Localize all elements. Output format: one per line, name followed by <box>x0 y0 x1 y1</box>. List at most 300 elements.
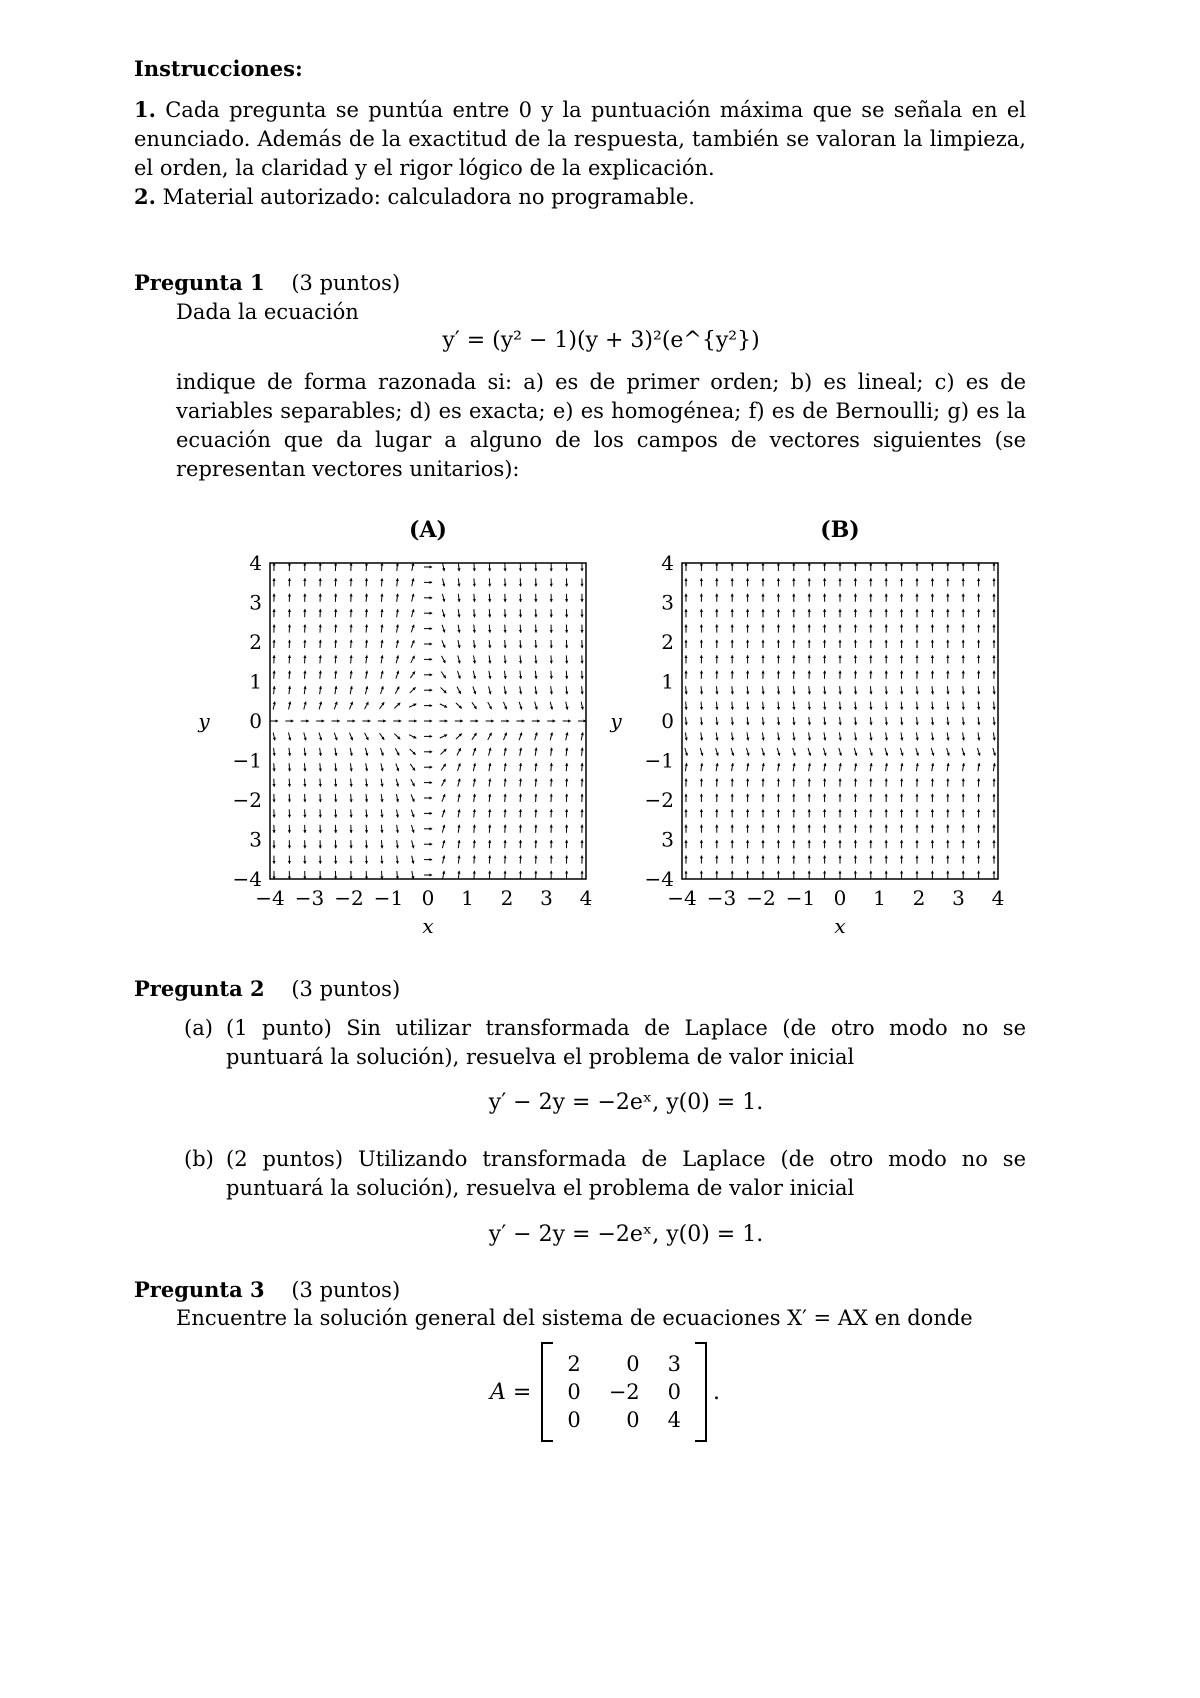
field-vector <box>732 732 733 740</box>
field-vector <box>395 748 399 755</box>
field-vector <box>763 686 764 694</box>
matrix-cell: 4 <box>667 1408 682 1432</box>
plot-b <box>609 551 1004 938</box>
field-vector <box>440 735 447 738</box>
field-vector <box>747 686 748 694</box>
field-vector <box>994 702 995 710</box>
question-1-body: indique de forma razonada si: a) es de primer orden; b) es lineal; c) es de variables separables; d) es exacta; e) es homogénea; f) es de Bernoulli; g) es la ecuación que da lugar a alguno de los campos de vectores siguientes (se representan vectores unitarios): <box>176 370 1026 481</box>
field-vector <box>289 763 290 771</box>
field-vector <box>963 732 964 740</box>
field-vector <box>395 687 399 694</box>
field-vector <box>778 732 779 740</box>
field-vector <box>381 809 382 817</box>
field-vector <box>334 702 337 710</box>
field-vector <box>351 809 352 817</box>
field-vector <box>366 640 367 648</box>
field-vector <box>488 733 492 740</box>
field-vector <box>716 702 717 710</box>
field-vector <box>505 625 506 633</box>
field-vector <box>505 779 506 787</box>
field-vector <box>410 672 415 679</box>
field-vector <box>458 563 459 571</box>
field-vector <box>319 702 321 710</box>
field-vector <box>380 686 383 694</box>
field-vector <box>412 840 414 848</box>
field-vector <box>350 686 352 694</box>
field-vector <box>474 578 475 586</box>
field-vector <box>701 732 702 740</box>
field-vector <box>396 779 398 787</box>
y-tick-label: −4 <box>644 867 674 891</box>
field-vector <box>489 825 490 833</box>
y-tick-label: 2 <box>249 630 262 654</box>
field-vector <box>963 717 964 725</box>
field-vector <box>396 656 398 664</box>
field-vector <box>397 825 398 833</box>
plot-a <box>197 551 592 938</box>
field-vector <box>809 763 810 771</box>
question-3-header <box>134 1275 400 1305</box>
question-2b-text: (2 puntos) Utilizando transformada de Laplace (de otro modo no se puntuará la solución), resuelva el problema de valor inicial <box>226 1147 1026 1200</box>
field-vector <box>366 594 367 602</box>
field-vector <box>442 609 444 617</box>
field-vector <box>947 748 949 756</box>
y-axis-label: y <box>610 709 622 733</box>
matrix-cell: −2 <box>608 1380 640 1404</box>
field-vector <box>901 702 902 710</box>
field-vector <box>566 671 567 679</box>
field-vector <box>566 763 567 771</box>
field-vector <box>397 563 398 571</box>
y-tick-label: 0 <box>249 709 262 733</box>
field-vector <box>489 794 490 802</box>
field-vector <box>535 702 537 710</box>
field-vector <box>457 687 461 694</box>
field-vector <box>536 655 537 663</box>
field-vector <box>442 794 445 801</box>
field-vector <box>381 594 382 602</box>
y-tick-label: 3 <box>661 590 674 615</box>
instructions-title: Instrucciones: <box>134 56 303 81</box>
field-vector <box>304 763 305 771</box>
field-vector <box>963 763 964 771</box>
field-vector <box>458 640 460 648</box>
field-vector <box>551 671 552 679</box>
field-vector <box>273 732 275 740</box>
field-vector <box>304 686 305 694</box>
field-vector <box>457 671 460 679</box>
field-vector <box>550 702 552 710</box>
field-vector <box>793 763 794 771</box>
field-vector <box>366 840 367 848</box>
field-vector <box>273 702 275 710</box>
field-vector <box>365 702 369 709</box>
field-vector <box>458 794 460 802</box>
x-tick-label: −4 <box>667 886 697 910</box>
field-vector <box>397 856 398 864</box>
field-vector <box>350 748 352 756</box>
field-vector <box>809 702 810 710</box>
field-vector <box>900 748 902 756</box>
field-vector <box>442 825 444 833</box>
field-vector <box>932 732 933 740</box>
field-vector <box>397 809 398 817</box>
field-vector <box>793 748 795 756</box>
field-vector <box>320 655 321 663</box>
field-vector <box>489 748 491 756</box>
field-vector <box>366 609 367 617</box>
y-tick-label: 0 <box>661 709 674 733</box>
field-vector <box>839 748 841 756</box>
field-vector <box>411 779 415 786</box>
field-vector <box>304 671 305 679</box>
instruction-item-1-text: Cada pregunta se puntúa entre 0 y la puntuación máxima que se señala en el enunciado. Además de la exactitud de la respuesta, también se valoran la limpieza, el orden, la claridad y el rigor lógico de la explicación. <box>134 98 1026 180</box>
field-vector <box>289 748 290 756</box>
field-vector <box>397 578 398 586</box>
y-tick-label: −1 <box>644 748 674 773</box>
field-vector <box>840 702 841 710</box>
question-1-title: Pregunta 1 <box>134 270 265 295</box>
field-vector <box>382 871 383 879</box>
plot-b-label: (B) <box>820 517 860 543</box>
field-vector <box>458 609 459 617</box>
field-vector <box>288 733 290 741</box>
field-vector <box>411 794 414 801</box>
field-vector <box>535 671 536 679</box>
field-vector <box>349 702 352 709</box>
field-vector <box>489 779 490 787</box>
field-vector <box>411 640 414 647</box>
field-vector <box>396 763 399 771</box>
field-vector <box>732 702 733 710</box>
field-vector <box>732 717 733 725</box>
field-vector <box>747 717 748 725</box>
field-vector <box>824 763 825 771</box>
field-vector <box>440 704 447 707</box>
matrix-cell: 2 <box>567 1352 581 1376</box>
field-vector <box>474 655 475 663</box>
field-vector <box>840 686 841 694</box>
field-vector <box>551 779 552 787</box>
x-axis-label: x <box>834 914 846 938</box>
field-vector <box>335 748 336 756</box>
x-tick-label: 1 <box>873 886 886 910</box>
field-vector <box>535 733 537 741</box>
field-vector <box>685 732 686 740</box>
field-vector <box>335 686 336 694</box>
field-vector <box>581 702 583 710</box>
field-vector <box>932 717 933 725</box>
field-vector <box>442 625 445 633</box>
field-vector <box>489 809 490 817</box>
x-tick-label: −1 <box>785 886 816 910</box>
field-vector <box>319 733 321 741</box>
matrix-cell: 3 <box>667 1352 682 1376</box>
question-2b-label: (b) <box>184 1147 214 1171</box>
field-vector <box>566 702 568 710</box>
field-vector <box>947 763 948 771</box>
y-tick-label: −1 <box>232 748 262 773</box>
field-vector <box>870 717 871 725</box>
field-vector <box>458 656 460 664</box>
field-vector <box>381 825 382 833</box>
field-vector <box>778 686 779 694</box>
field-vector <box>855 763 856 771</box>
field-vector <box>335 671 336 679</box>
x-tick-label: 2 <box>912 886 926 910</box>
field-vector <box>901 763 902 771</box>
x-tick-label: 4 <box>991 886 1005 910</box>
field-vector <box>274 686 275 694</box>
field-vector <box>396 671 399 679</box>
matrix-left-bracket <box>541 1342 553 1442</box>
field-vector <box>366 794 367 802</box>
y-tick-label: 2 <box>661 630 674 654</box>
field-vector <box>855 717 856 725</box>
field-vector <box>916 748 918 756</box>
field-vector <box>488 702 492 709</box>
field-vector <box>809 732 810 740</box>
field-vector <box>441 749 447 755</box>
field-vector <box>474 594 475 602</box>
field-vector <box>458 856 459 864</box>
matrix-end: . <box>713 1379 721 1405</box>
field-vector <box>777 748 779 756</box>
field-vector <box>412 563 414 571</box>
field-vector <box>473 671 475 679</box>
question-2b-equation: y′ − 2y = −2eˣ, y(0) = 1. <box>488 1222 764 1247</box>
field-vector <box>809 717 810 725</box>
field-vector <box>381 640 382 648</box>
instruction-item-1-number: 1. <box>134 97 156 122</box>
x-tick-label: 0 <box>421 886 435 910</box>
field-vector <box>886 763 887 771</box>
field-vector <box>763 717 764 725</box>
field-vector <box>520 671 521 679</box>
field-vector <box>381 763 383 771</box>
field-vector <box>474 779 475 787</box>
field-vector <box>305 779 306 787</box>
x-tick-label: 4 <box>579 886 593 910</box>
field-vector <box>474 840 475 848</box>
field-vector <box>520 763 521 771</box>
field-vector <box>824 732 825 740</box>
field-vector <box>394 703 400 709</box>
field-vector <box>274 763 275 771</box>
field-vector <box>409 704 416 707</box>
field-vector <box>993 748 995 756</box>
field-vector <box>840 717 841 725</box>
field-vector <box>870 686 871 694</box>
field-vector <box>917 686 918 694</box>
field-vector <box>994 686 995 694</box>
field-vector <box>762 763 763 771</box>
field-vector <box>489 655 490 663</box>
field-vector <box>411 825 413 833</box>
field-vector <box>685 763 686 771</box>
field-vector <box>410 764 415 771</box>
x-tick-label: 2 <box>500 886 514 910</box>
field-vector <box>411 609 413 617</box>
matrix-cell: 0 <box>567 1408 581 1432</box>
field-vector <box>412 579 414 587</box>
field-vector <box>854 748 856 756</box>
field-vector <box>381 794 382 802</box>
field-vector <box>535 686 536 694</box>
field-vector <box>993 732 994 740</box>
field-vector <box>505 794 506 802</box>
field-vector <box>716 748 718 756</box>
field-vector <box>458 840 459 848</box>
field-vector <box>917 702 918 710</box>
matrix-a <box>490 1342 720 1442</box>
field-vector <box>458 871 459 879</box>
field-vector <box>489 609 490 617</box>
field-vector <box>351 640 352 648</box>
field-vector <box>335 794 336 802</box>
field-vector <box>441 687 447 693</box>
field-vector <box>442 779 446 786</box>
field-vector <box>963 686 964 694</box>
field-vector <box>855 732 856 740</box>
field-vector <box>823 748 825 756</box>
instruction-item-2-number: 2. <box>134 184 156 209</box>
field-vector <box>747 732 748 740</box>
question-2a-text: (1 punto) Sin utilizar transformada de Laplace (de otro modo no se puntuará la solución), resuelva el problema de valor inicial <box>226 1016 1026 1069</box>
field-vector <box>747 763 748 771</box>
field-vector <box>793 732 794 740</box>
y-axis-label: y <box>198 709 210 733</box>
x-tick-label: −1 <box>373 886 404 910</box>
field-vector <box>304 733 306 741</box>
field-vector <box>349 733 352 740</box>
field-vector <box>520 655 521 663</box>
field-vector <box>381 779 382 787</box>
field-vector <box>916 732 917 740</box>
field-vector <box>732 763 733 771</box>
field-vector <box>520 779 521 787</box>
field-vector <box>489 594 490 602</box>
field-vector <box>582 671 583 679</box>
field-vector <box>947 717 948 725</box>
field-vector <box>716 732 717 740</box>
field-vector <box>335 640 336 648</box>
field-vector <box>320 686 321 694</box>
field-vector <box>519 733 522 741</box>
field-vector <box>917 717 918 725</box>
field-vector <box>824 686 825 694</box>
field-vector <box>474 856 475 864</box>
field-vector <box>474 871 475 879</box>
field-vector <box>458 625 459 633</box>
field-vector <box>381 625 382 633</box>
question-3-text: Encuentre la solución general del sistema de ecuaciones X′ = AX en donde <box>176 1306 973 1330</box>
x-tick-label: −4 <box>255 886 285 910</box>
field-vector <box>366 671 367 679</box>
field-vector <box>442 810 445 818</box>
field-vector <box>839 732 840 740</box>
field-vector <box>978 763 979 771</box>
field-vector <box>381 609 382 617</box>
field-vector <box>474 625 475 633</box>
field-vector <box>716 686 717 694</box>
field-vector <box>351 794 352 802</box>
field-vector <box>566 748 567 756</box>
field-vector <box>901 717 902 725</box>
field-vector <box>442 579 444 587</box>
x-tick-label: 3 <box>540 886 553 910</box>
field-vector <box>397 625 398 633</box>
field-vector <box>304 702 306 710</box>
field-vector <box>457 748 461 755</box>
x-tick-label: −3 <box>706 886 737 910</box>
field-vector <box>335 763 336 771</box>
field-vector <box>411 625 414 633</box>
field-vector <box>396 640 398 648</box>
field-vector <box>520 748 521 756</box>
field-vector <box>870 732 871 740</box>
field-vector <box>458 779 460 787</box>
field-vector <box>397 840 398 848</box>
field-vector <box>366 655 367 663</box>
field-vector <box>320 763 321 771</box>
field-vector <box>458 578 459 586</box>
field-vector <box>409 735 416 738</box>
x-tick-label: −2 <box>746 886 776 910</box>
y-tick-label: 3 <box>249 827 262 852</box>
field-vector <box>366 809 367 817</box>
field-vector <box>335 655 336 663</box>
field-vector <box>381 578 382 586</box>
question-2-title: Pregunta 2 <box>134 976 265 1001</box>
field-vector <box>489 763 490 771</box>
question-1-intro: Dada la ecuación <box>176 300 359 324</box>
matrix-cell: 0 <box>667 1380 682 1404</box>
field-vector <box>566 686 567 694</box>
field-vector <box>809 686 810 694</box>
field-vector <box>504 671 505 679</box>
field-vector <box>746 748 748 756</box>
field-vector <box>443 563 445 571</box>
field-vector <box>380 702 385 709</box>
field-vector <box>870 763 871 771</box>
field-vector <box>458 594 459 602</box>
field-vector <box>793 717 794 725</box>
field-vector <box>442 594 444 602</box>
field-vector <box>411 656 415 663</box>
field-vector <box>442 840 444 848</box>
matrix-cell: 0 <box>626 1352 640 1376</box>
field-vector <box>320 748 321 756</box>
field-vector <box>824 717 825 725</box>
field-vector <box>535 748 536 756</box>
field-vector <box>365 686 367 694</box>
field-vector <box>551 686 552 694</box>
field-vector <box>442 656 446 663</box>
field-vector <box>824 702 825 710</box>
field-vector <box>701 763 702 771</box>
x-tick-label: −2 <box>334 886 364 910</box>
field-vector <box>566 733 568 741</box>
field-vector <box>932 686 933 694</box>
question-2a-equation: y′ − 2y = −2eˣ, y(0) = 1. <box>488 1090 764 1115</box>
field-vector <box>380 748 383 756</box>
question-1-equation: y′ = (y² − 1)(y + 3)²(e^{y²}) <box>442 328 760 353</box>
field-vector <box>778 763 779 771</box>
field-vector <box>473 748 476 756</box>
x-tick-label: −3 <box>294 886 325 910</box>
y-tick-label: 4 <box>661 551 674 575</box>
